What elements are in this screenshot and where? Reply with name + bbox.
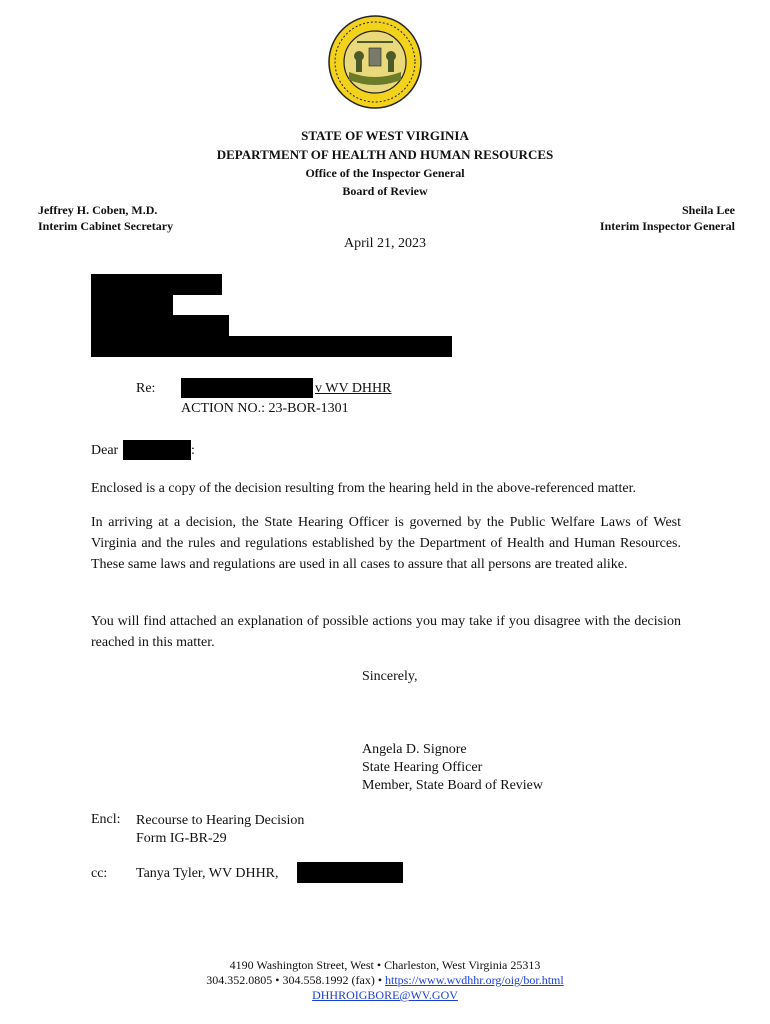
redacted-address-line-4 — [91, 336, 452, 357]
redacted-address-line-1 — [91, 274, 222, 295]
action-number: ACTION NO.: 23-BOR-1301 — [181, 401, 349, 416]
signer-name: Angela D. Signore — [362, 742, 467, 757]
redacted-case-name — [181, 378, 313, 398]
closing: Sincerely, — [362, 669, 418, 684]
footer-phone: 304.352.0805 • 304.558.1992 (fax) • — [206, 973, 383, 987]
cc-text: Tanya Tyler, WV DHHR, — [136, 866, 279, 881]
enclosure-label: Encl: — [91, 812, 121, 827]
footer-contact — [0, 973, 770, 988]
west-virginia-state-seal — [327, 12, 423, 112]
header-state: STATE OF WEST VIRGINIA — [301, 128, 469, 143]
enclosure-item-2: Form IG-BR-29 — [136, 831, 227, 846]
signature-block — [362, 741, 543, 795]
right-official — [600, 202, 735, 234]
enclosure-item-1: Recourse to Hearing Decision — [136, 813, 305, 828]
header-office: Office of the Inspector General — [305, 166, 465, 180]
right-official-title: Interim Inspector General — [599, 219, 735, 233]
paragraph-3: You will find attached an explanation of possible actions you may take if you disagree with the decision reached in this matter. — [91, 614, 681, 650]
letter-date: April 21, 2023 — [343, 236, 427, 251]
re-label: Re: — [136, 381, 156, 396]
left-official — [38, 202, 173, 234]
signer-title: State Hearing Officer — [362, 760, 483, 775]
left-official-name: Jeffrey H. Coben, M.D. — [38, 203, 158, 217]
header-board: Board of Review — [342, 184, 428, 198]
redacted-address-line-3 — [91, 315, 229, 336]
re-case-suffix: v WV DHHR — [315, 381, 392, 396]
signer-member: Member, State Board of Review — [362, 778, 544, 793]
footer-website-link[interactable]: https://www.wvdhhr.org/oig/bor.html — [385, 973, 564, 987]
footer-email-line — [0, 988, 770, 1003]
enclosure-items — [136, 812, 304, 848]
paragraph-1: Enclosed is a copy of the decision resulting from the hearing held in the above-referenced matter. — [91, 481, 637, 496]
footer-email-link[interactable]: DHHROIGBORE@WV.GOV — [312, 988, 458, 1002]
paragraph-2: In arriving at a decision, the State Hearing Officer is governed by the Public Welfare Laws of West Virginia and the rules and regulations established by the Department of Health and Human Resources. These same laws and regulations are used in all cases to assure that all persons are treated alike. — [91, 515, 681, 572]
header-department: DEPARTMENT OF HEALTH AND HUMAN RESOURCES — [216, 147, 554, 162]
right-official-name: Sheila Lee — [682, 203, 735, 217]
redacted-cc-recipient — [297, 862, 403, 883]
redacted-address-line-2 — [91, 295, 173, 316]
cc-label: cc: — [91, 866, 108, 881]
salutation-suffix: : — [191, 443, 195, 458]
left-official-title: Interim Cabinet Secretary — [38, 219, 174, 233]
redacted-recipient-name — [123, 440, 191, 460]
salutation-prefix: Dear — [91, 443, 119, 458]
footer-address: 4190 Washington Street, West • Charleston, West Virginia 25313 — [229, 958, 541, 972]
